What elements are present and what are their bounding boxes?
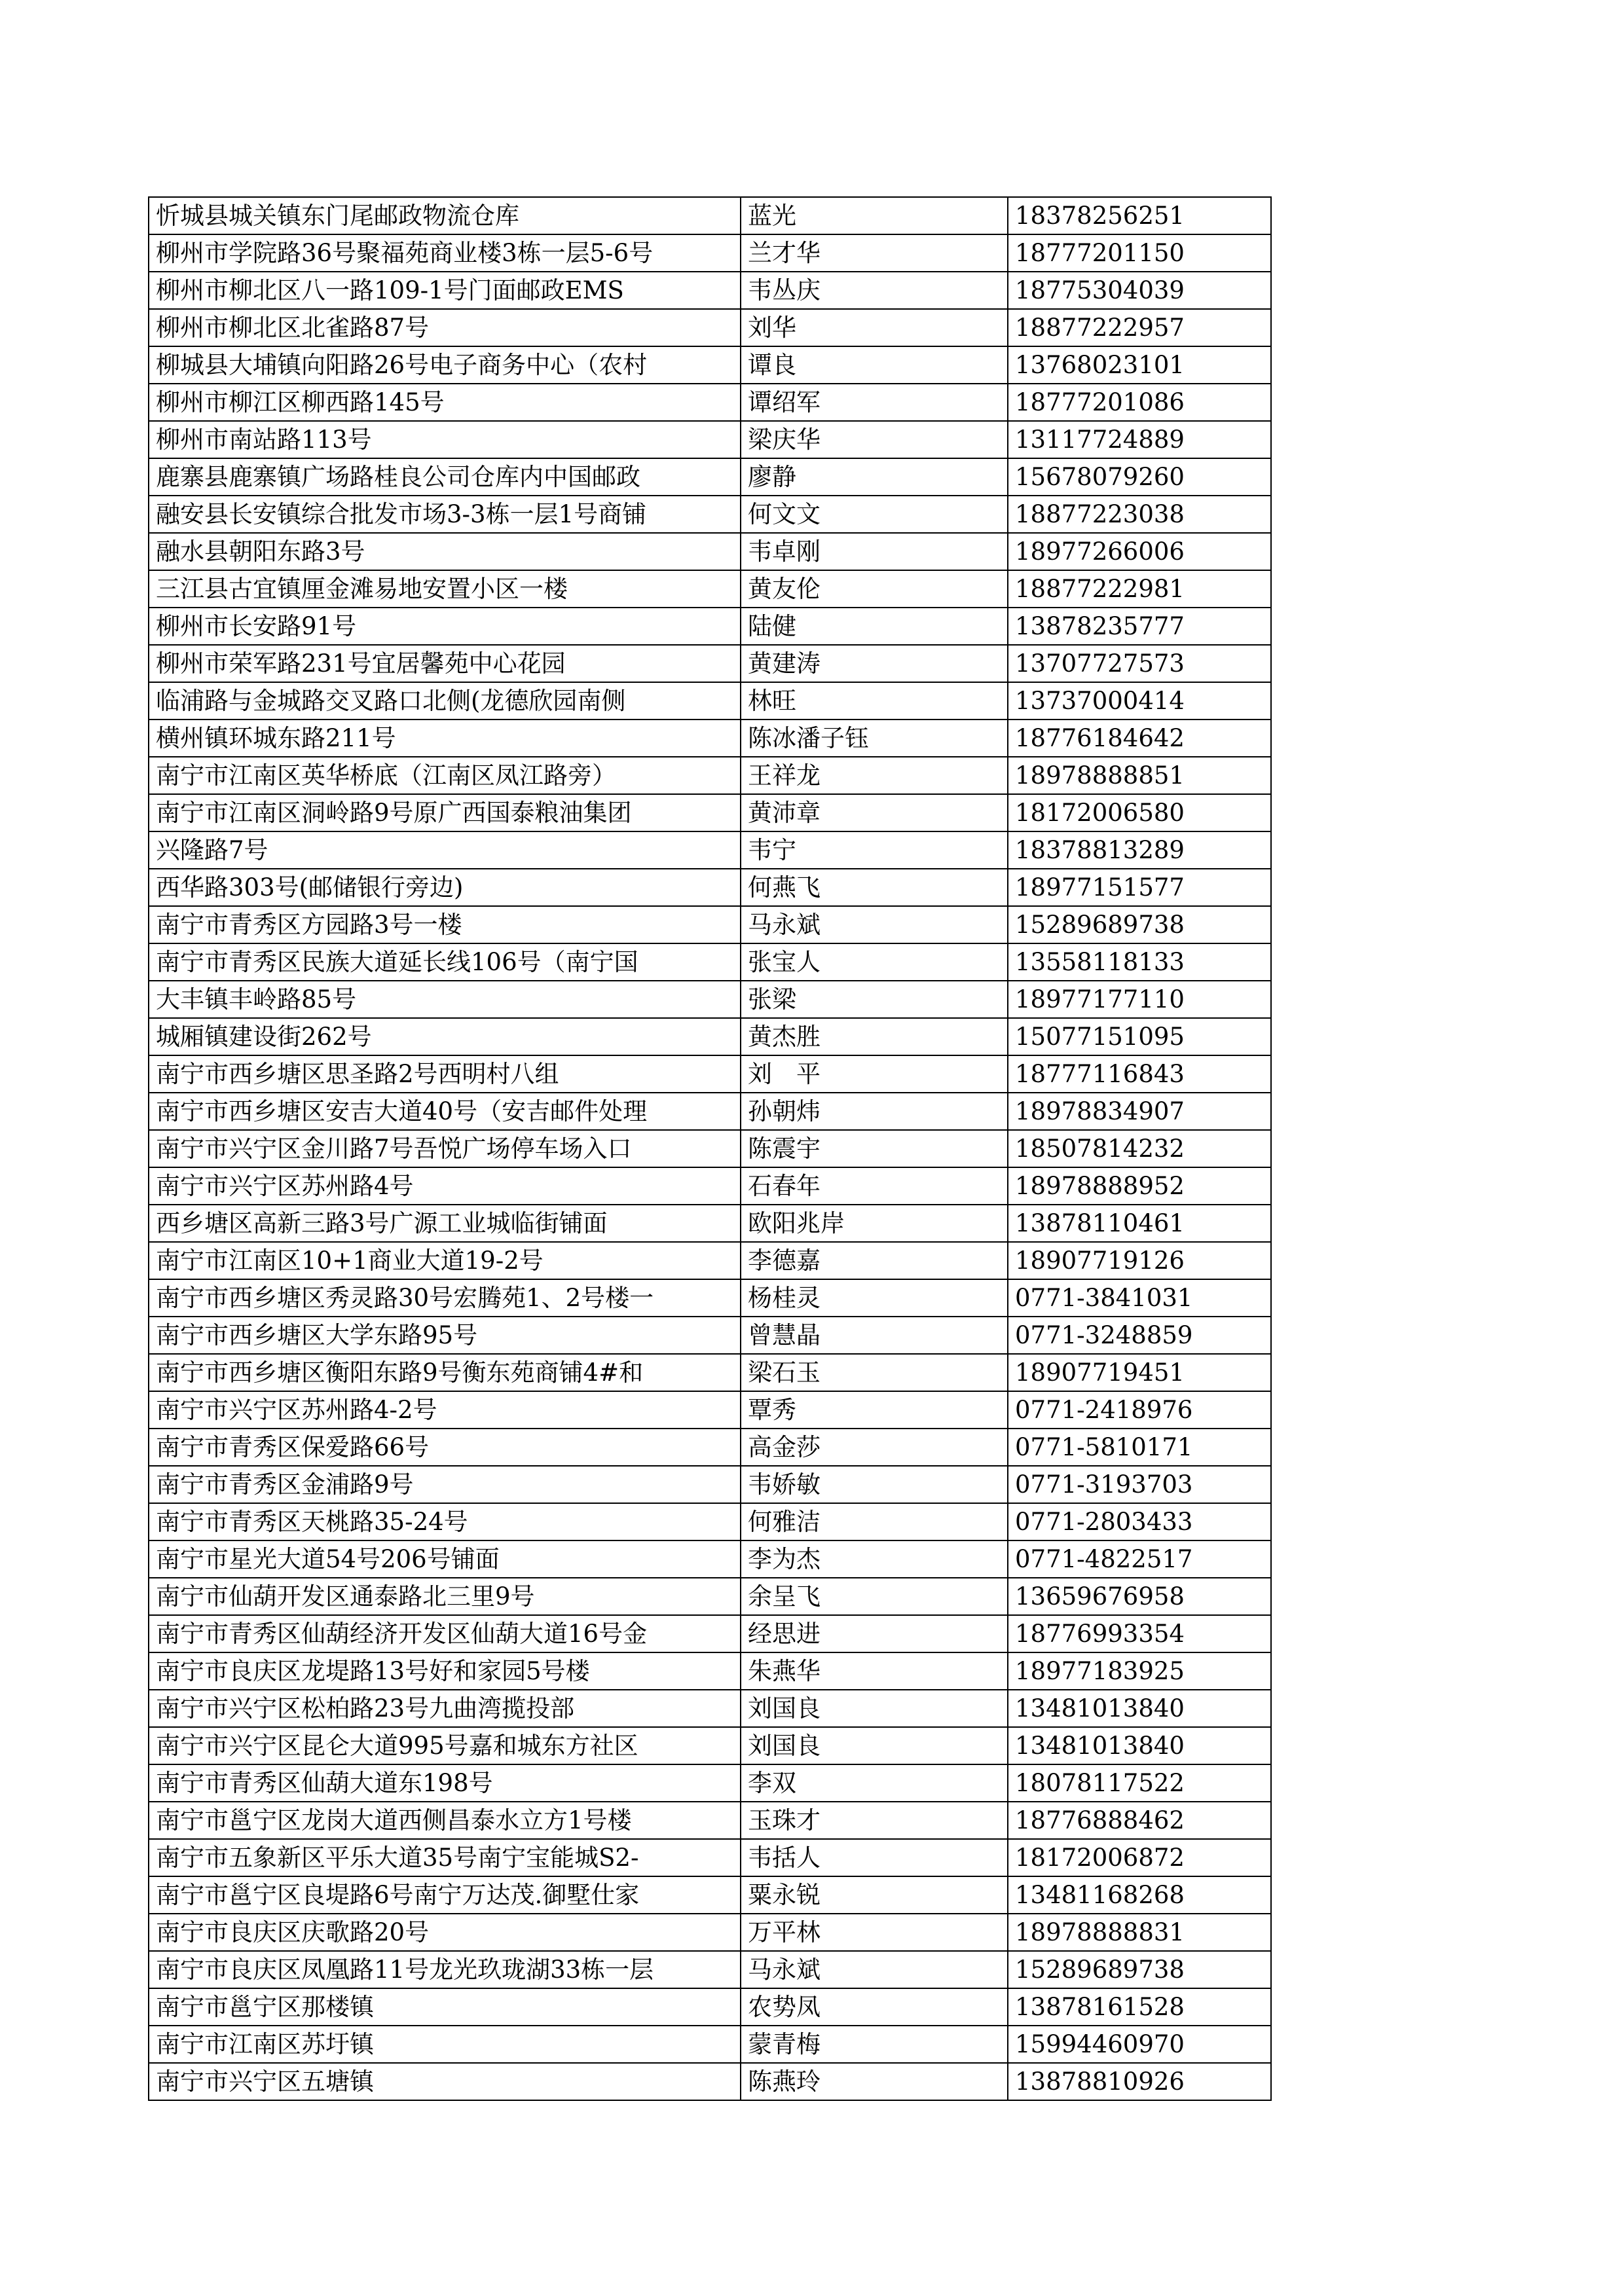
- contact-name-cell[interactable]: 梁庆华: [741, 421, 1008, 458]
- phone-cell[interactable]: 0771-3193703: [1008, 1466, 1271, 1503]
- address-cell[interactable]: 南宁市兴宁区五塘镇: [149, 2063, 741, 2100]
- address-cell[interactable]: 南宁市青秀区天桃路35-24号: [149, 1503, 741, 1540]
- table-row: [149, 384, 1271, 421]
- address-cell[interactable]: 融水县朝阳东路3号: [149, 533, 741, 570]
- address-cell[interactable]: 柳州市荣军路231号宜居馨苑中心花园: [149, 645, 741, 682]
- address-cell[interactable]: 柳州市学院路36号聚福苑商业楼3栋一层5-6号: [149, 234, 741, 272]
- contact-name-cell[interactable]: 刘国良: [741, 1690, 1008, 1727]
- table-row: [149, 869, 1271, 906]
- address-cell[interactable]: 西乡塘区高新三路3号广源工业城临街铺面: [149, 1205, 741, 1242]
- address-cell[interactable]: 柳城县大埔镇向阳路26号电子商务中心（农村: [149, 346, 741, 384]
- contact-name-cell[interactable]: 余呈飞: [741, 1578, 1008, 1615]
- phone-cell[interactable]: 18378813289: [1008, 831, 1271, 869]
- phone-cell[interactable]: 15289689738: [1008, 906, 1271, 943]
- address-cell[interactable]: 城厢镇建设街262号: [149, 1018, 741, 1055]
- contact-name-cell[interactable]: 曾慧晶: [741, 1317, 1008, 1354]
- address-cell[interactable]: 柳州市柳北区北雀路87号: [149, 309, 741, 346]
- contact-name-cell[interactable]: 兰才华: [741, 234, 1008, 272]
- contact-name-cell[interactable]: 石春年: [741, 1167, 1008, 1205]
- address-cell[interactable]: 南宁市兴宁区昆仑大道995号嘉和城东方社区: [149, 1727, 741, 1764]
- address-cell[interactable]: 柳州市柳北区八一路109-1号门面邮政EMS: [149, 272, 741, 309]
- address-cell[interactable]: 柳州市柳江区柳西路145号: [149, 384, 741, 421]
- phone-cell[interactable]: 18978834907: [1008, 1093, 1271, 1130]
- phone-cell[interactable]: 18907719451: [1008, 1354, 1271, 1391]
- contact-name-cell[interactable]: 陈燕玲: [741, 2063, 1008, 2100]
- address-cell[interactable]: 南宁市兴宁区苏州路4号: [149, 1167, 741, 1205]
- address-cell[interactable]: 南宁市良庆区凤凰路11号龙光玖珑湖33栋一层: [149, 1951, 741, 1988]
- table-row: [149, 1690, 1271, 1727]
- contact-table: [148, 196, 1272, 2101]
- phone-cell[interactable]: 15289689738: [1008, 1951, 1271, 1988]
- contact-name-cell[interactable]: 万平林: [741, 1914, 1008, 1951]
- address-cell[interactable]: 南宁市邕宁区良堤路6号南宁万达茂.御墅仕家: [149, 1876, 741, 1914]
- phone-cell[interactable]: 13768023101: [1008, 346, 1271, 384]
- phone-cell[interactable]: 18172006872: [1008, 1839, 1271, 1876]
- phone-cell[interactable]: 0771-3248859: [1008, 1317, 1271, 1354]
- phone-cell[interactable]: 13659676958: [1008, 1578, 1271, 1615]
- contact-name-cell[interactable]: 何燕飞: [741, 869, 1008, 906]
- table-row: [149, 1279, 1271, 1317]
- address-cell[interactable]: 忻城县城关镇东门尾邮政物流仓库: [149, 197, 741, 234]
- phone-cell[interactable]: 18977151577: [1008, 869, 1271, 906]
- table-row: [149, 1093, 1271, 1130]
- table-row: [149, 1242, 1271, 1279]
- address-cell[interactable]: 南宁市江南区10+1商业大道19-2号: [149, 1242, 741, 1279]
- contact-name-cell[interactable]: 高金莎: [741, 1429, 1008, 1466]
- table-row: [149, 1205, 1271, 1242]
- contact-name-cell[interactable]: 韦卓刚: [741, 533, 1008, 570]
- address-cell[interactable]: 南宁市青秀区民族大道延长线106号（南宁国: [149, 943, 741, 981]
- address-cell[interactable]: 南宁市良庆区庆歌路20号: [149, 1914, 741, 1951]
- table-row: [149, 2063, 1271, 2100]
- phone-cell[interactable]: 18378256251: [1008, 197, 1271, 234]
- address-cell[interactable]: 南宁市江南区洞岭路9号原广西国泰粮油集团: [149, 794, 741, 831]
- address-cell[interactable]: 三江县古宜镇厘金滩易地安置小区一楼: [149, 570, 741, 608]
- contact-name-cell[interactable]: 杨桂灵: [741, 1279, 1008, 1317]
- phone-cell[interactable]: 18776888462: [1008, 1802, 1271, 1839]
- phone-cell[interactable]: 18777201150: [1008, 234, 1271, 272]
- phone-cell[interactable]: 0771-2803433: [1008, 1503, 1271, 1540]
- phone-cell[interactable]: 13878810926: [1008, 2063, 1271, 2100]
- phone-cell[interactable]: 13481168268: [1008, 1876, 1271, 1914]
- address-cell[interactable]: 南宁市西乡塘区秀灵路30号宏腾苑1、2号楼一: [149, 1279, 741, 1317]
- address-cell[interactable]: 兴隆路7号: [149, 831, 741, 869]
- contact-name-cell[interactable]: 孙朝炜: [741, 1093, 1008, 1130]
- phone-cell[interactable]: 15678079260: [1008, 458, 1271, 496]
- phone-cell[interactable]: 13878235777: [1008, 608, 1271, 645]
- contact-name-cell[interactable]: 粟永锐: [741, 1876, 1008, 1914]
- contact-name-cell[interactable]: 张梁: [741, 981, 1008, 1018]
- address-cell[interactable]: 柳州市南站路113号: [149, 421, 741, 458]
- phone-cell[interactable]: 18978888851: [1008, 757, 1271, 794]
- phone-cell[interactable]: 18776184642: [1008, 720, 1271, 757]
- table-row: [149, 608, 1271, 645]
- address-cell[interactable]: 南宁市江南区英华桥底（江南区凤江路旁）: [149, 757, 741, 794]
- table-row: [149, 496, 1271, 533]
- address-cell[interactable]: 南宁市良庆区龙堤路13号好和家园5号楼: [149, 1652, 741, 1690]
- phone-cell[interactable]: 0771-5810171: [1008, 1429, 1271, 1466]
- table-row: [149, 1503, 1271, 1540]
- contact-name-cell[interactable]: 张宝人: [741, 943, 1008, 981]
- contact-name-cell[interactable]: 陈冰潘子钰: [741, 720, 1008, 757]
- table-row: [149, 1876, 1271, 1914]
- table-row: [149, 1167, 1271, 1205]
- contact-name-cell[interactable]: 黄建涛: [741, 645, 1008, 682]
- contact-name-cell[interactable]: 蒙青梅: [741, 2026, 1008, 2063]
- address-cell[interactable]: 南宁市青秀区方园路3号一楼: [149, 906, 741, 943]
- address-cell[interactable]: 南宁市西乡塘区大学东路95号: [149, 1317, 741, 1354]
- table-row: [149, 346, 1271, 384]
- table-row: [149, 570, 1271, 608]
- table-row: [149, 682, 1271, 720]
- phone-cell[interactable]: 18775304039: [1008, 272, 1271, 309]
- phone-cell[interactable]: 18776993354: [1008, 1615, 1271, 1652]
- phone-cell[interactable]: 18977183925: [1008, 1652, 1271, 1690]
- table-row: [149, 1727, 1271, 1764]
- address-cell[interactable]: 临浦路与金城路交叉路口北侧(龙德欣园南侧: [149, 682, 741, 720]
- phone-cell[interactable]: 18172006580: [1008, 794, 1271, 831]
- table-row: [149, 2026, 1271, 2063]
- table-row: [149, 1839, 1271, 1876]
- contact-name-cell[interactable]: 农势凤: [741, 1988, 1008, 2026]
- table-row: [149, 1914, 1271, 1951]
- contact-name-cell[interactable]: 覃秀: [741, 1391, 1008, 1429]
- address-cell[interactable]: 南宁市西乡塘区思圣路2号西明村八组: [149, 1055, 741, 1093]
- contact-name-cell[interactable]: 何文文: [741, 496, 1008, 533]
- contact-name-cell[interactable]: 谭良: [741, 346, 1008, 384]
- address-cell[interactable]: 南宁市青秀区保爱路66号: [149, 1429, 741, 1466]
- contact-name-cell[interactable]: 韦娇敏: [741, 1466, 1008, 1503]
- address-cell[interactable]: 柳州市长安路91号: [149, 608, 741, 645]
- table-row: [149, 1429, 1271, 1466]
- table-row: [149, 757, 1271, 794]
- phone-cell[interactable]: 18877222957: [1008, 309, 1271, 346]
- contact-name-cell[interactable]: 廖静: [741, 458, 1008, 496]
- phone-cell[interactable]: 18777201086: [1008, 384, 1271, 421]
- address-cell[interactable]: 南宁市西乡塘区衡阳东路9号衡东苑商铺4#和: [149, 1354, 741, 1391]
- contact-name-cell[interactable]: 蓝光: [741, 197, 1008, 234]
- address-cell[interactable]: 大丰镇丰岭路85号: [149, 981, 741, 1018]
- table-row: [149, 1951, 1271, 1988]
- contact-name-cell[interactable]: 黄沛章: [741, 794, 1008, 831]
- phone-cell[interactable]: 18977266006: [1008, 533, 1271, 570]
- table-body: [149, 197, 1271, 2100]
- address-cell[interactable]: 西华路303号(邮储银行旁边): [149, 869, 741, 906]
- contact-name-cell[interactable]: 梁石玉: [741, 1354, 1008, 1391]
- table-row: [149, 234, 1271, 272]
- phone-cell[interactable]: 0771-3841031: [1008, 1279, 1271, 1317]
- phone-cell[interactable]: 13707727573: [1008, 645, 1271, 682]
- table-row: [149, 831, 1271, 869]
- table-row: [149, 458, 1271, 496]
- table-row: [149, 794, 1271, 831]
- contact-name-cell[interactable]: 马永斌: [741, 1951, 1008, 1988]
- phone-cell[interactable]: 13737000414: [1008, 682, 1271, 720]
- contact-name-cell[interactable]: 林旺: [741, 682, 1008, 720]
- address-cell[interactable]: 横州镇环城东路211号: [149, 720, 741, 757]
- contact-name-cell[interactable]: 谭绍军: [741, 384, 1008, 421]
- address-cell[interactable]: 融安县长安镇综合批发市场3-3栋一层1号商铺: [149, 496, 741, 533]
- phone-cell[interactable]: 0771-2418976: [1008, 1391, 1271, 1429]
- phone-cell[interactable]: 15077151095: [1008, 1018, 1271, 1055]
- phone-cell[interactable]: 13117724889: [1008, 421, 1271, 458]
- contact-name-cell[interactable]: 韦括人: [741, 1839, 1008, 1876]
- table-row: [149, 645, 1271, 682]
- contact-name-cell[interactable]: 刘华: [741, 309, 1008, 346]
- table-row: [149, 906, 1271, 943]
- contact-name-cell[interactable]: 黄杰胜: [741, 1018, 1008, 1055]
- contact-name-cell[interactable]: 刘 平: [741, 1055, 1008, 1093]
- address-cell[interactable]: 南宁市江南区苏圩镇: [149, 2026, 741, 2063]
- table-row: [149, 720, 1271, 757]
- address-cell[interactable]: 南宁市兴宁区金川路7号吾悦广场停车场入口: [149, 1130, 741, 1167]
- address-cell[interactable]: 南宁市邕宁区龙岗大道西侧昌泰水立方1号楼: [149, 1802, 741, 1839]
- table-row: [149, 1988, 1271, 2026]
- address-cell[interactable]: 南宁市西乡塘区安吉大道40号（安吉邮件处理: [149, 1093, 741, 1130]
- contact-name-cell[interactable]: 韦丛庆: [741, 272, 1008, 309]
- address-cell[interactable]: 南宁市邕宁区那楼镇: [149, 1988, 741, 2026]
- table-row: [149, 1466, 1271, 1503]
- address-cell[interactable]: 南宁市青秀区金浦路9号: [149, 1466, 741, 1503]
- table-row: [149, 943, 1271, 981]
- table-row: [149, 1802, 1271, 1839]
- phone-cell[interactable]: 18978888831: [1008, 1914, 1271, 1951]
- address-cell[interactable]: 南宁市五象新区平乐大道35号南宁宝能城S2-: [149, 1839, 741, 1876]
- contact-name-cell[interactable]: 朱燕华: [741, 1652, 1008, 1690]
- table-row: [149, 533, 1271, 570]
- phone-cell[interactable]: 18977177110: [1008, 981, 1271, 1018]
- table-row: [149, 272, 1271, 309]
- table-row: [149, 1578, 1271, 1615]
- phone-cell[interactable]: 18978888952: [1008, 1167, 1271, 1205]
- contact-name-cell[interactable]: 王祥龙: [741, 757, 1008, 794]
- address-cell[interactable]: 南宁市星光大道54号206号铺面: [149, 1540, 741, 1578]
- table-row: [149, 1540, 1271, 1578]
- spreadsheet-page: [148, 196, 1272, 2101]
- address-cell[interactable]: 南宁市兴宁区松柏路23号九曲湾揽投部: [149, 1690, 741, 1727]
- contact-name-cell[interactable]: 陈震宇: [741, 1130, 1008, 1167]
- table-row: [149, 1391, 1271, 1429]
- phone-cell[interactable]: 13558118133: [1008, 943, 1271, 981]
- phone-cell[interactable]: 13481013840: [1008, 1690, 1271, 1727]
- phone-cell[interactable]: 18877223038: [1008, 496, 1271, 533]
- phone-cell[interactable]: 13878161528: [1008, 1988, 1271, 2026]
- contact-name-cell[interactable]: 黄友伦: [741, 570, 1008, 608]
- phone-cell[interactable]: 13878110461: [1008, 1205, 1271, 1242]
- contact-name-cell[interactable]: 玉珠才: [741, 1802, 1008, 1839]
- contact-name-cell[interactable]: 陆健: [741, 608, 1008, 645]
- table-row: [149, 1055, 1271, 1093]
- phone-cell[interactable]: 18507814232: [1008, 1130, 1271, 1167]
- address-cell[interactable]: 南宁市青秀区仙葫大道东198号: [149, 1764, 741, 1802]
- contact-name-cell[interactable]: 马永斌: [741, 906, 1008, 943]
- address-cell[interactable]: 南宁市青秀区仙葫经济开发区仙葫大道16号金: [149, 1615, 741, 1652]
- contact-name-cell[interactable]: 李为杰: [741, 1540, 1008, 1578]
- contact-name-cell[interactable]: 韦宁: [741, 831, 1008, 869]
- table-row: [149, 1354, 1271, 1391]
- table-row: [149, 1764, 1271, 1802]
- table-row: [149, 309, 1271, 346]
- contact-name-cell[interactable]: 李双: [741, 1764, 1008, 1802]
- address-cell[interactable]: 南宁市兴宁区苏州路4-2号: [149, 1391, 741, 1429]
- phone-cell[interactable]: 18907719126: [1008, 1242, 1271, 1279]
- phone-cell[interactable]: 18877222981: [1008, 570, 1271, 608]
- table-row: [149, 981, 1271, 1018]
- contact-name-cell[interactable]: 刘国良: [741, 1727, 1008, 1764]
- contact-name-cell[interactable]: 欧阳兆岸: [741, 1205, 1008, 1242]
- contact-name-cell[interactable]: 何雅洁: [741, 1503, 1008, 1540]
- phone-cell[interactable]: 18078117522: [1008, 1764, 1271, 1802]
- table-row: [149, 1018, 1271, 1055]
- phone-cell[interactable]: 13481013840: [1008, 1727, 1271, 1764]
- table-row: [149, 1317, 1271, 1354]
- table-row: [149, 1615, 1271, 1652]
- phone-cell[interactable]: 15994460970: [1008, 2026, 1271, 2063]
- phone-cell[interactable]: 18777116843: [1008, 1055, 1271, 1093]
- table-row: [149, 1130, 1271, 1167]
- table-row: [149, 197, 1271, 234]
- phone-cell[interactable]: 0771-4822517: [1008, 1540, 1271, 1578]
- table-row: [149, 421, 1271, 458]
- contact-name-cell[interactable]: 经思进: [741, 1615, 1008, 1652]
- address-cell[interactable]: 南宁市仙葫开发区通泰路北三里9号: [149, 1578, 741, 1615]
- address-cell[interactable]: 鹿寨县鹿寨镇广场路桂良公司仓库内中国邮政: [149, 458, 741, 496]
- contact-name-cell[interactable]: 李德嘉: [741, 1242, 1008, 1279]
- table-row: [149, 1652, 1271, 1690]
